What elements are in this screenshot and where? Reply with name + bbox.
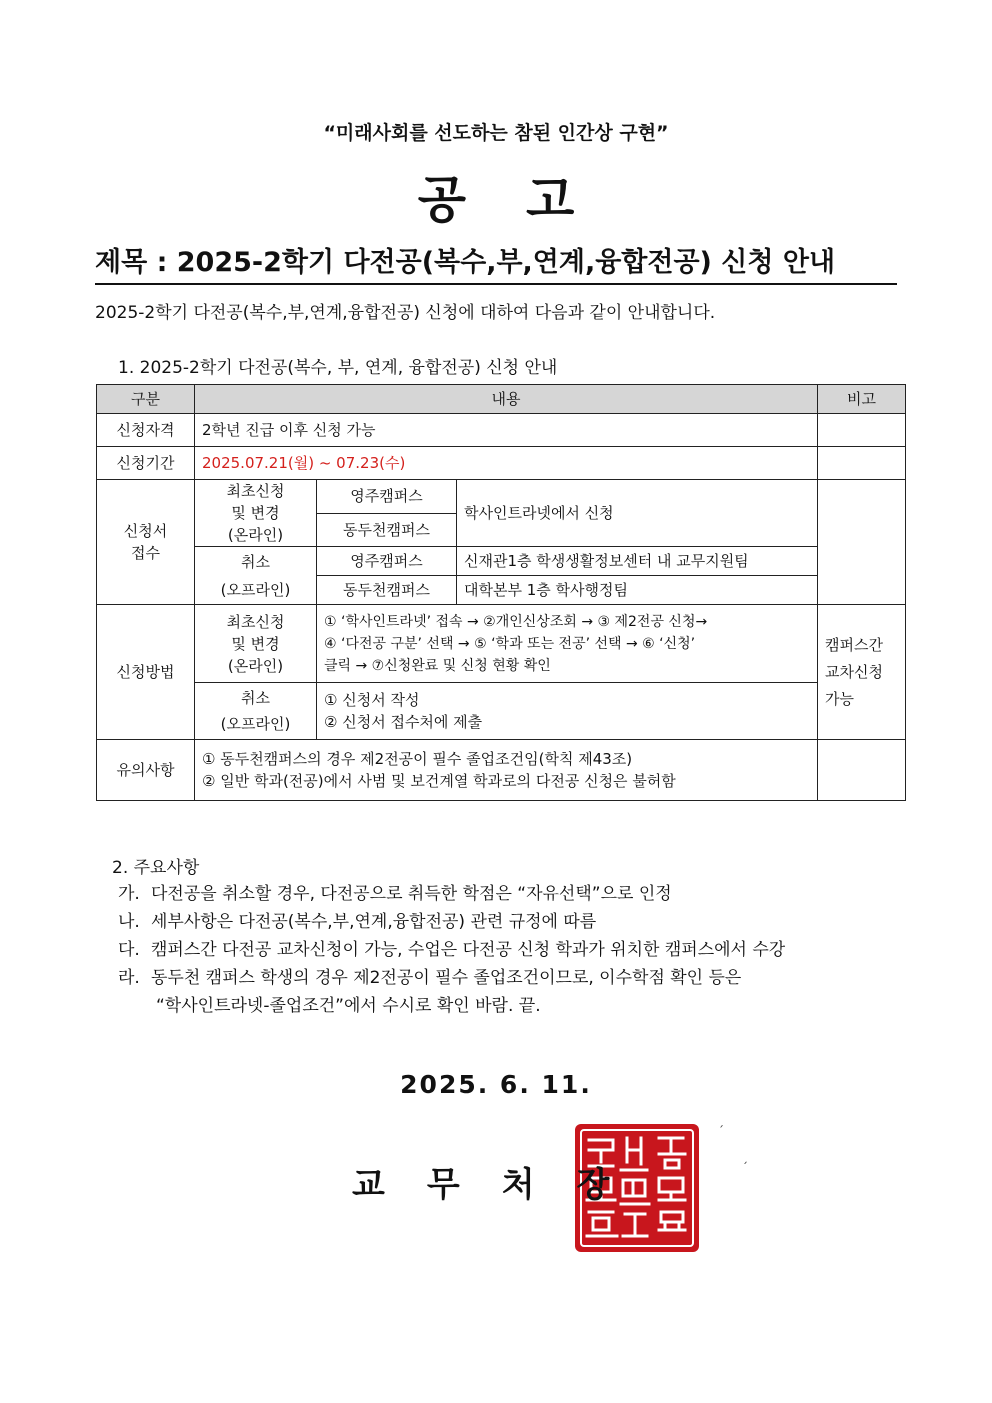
notice-heading: 공고 [417,171,635,229]
note-marker: 라. [118,968,140,988]
note-marker: 다. [118,940,140,960]
method-online-line2: ④ ‘다전공 구분’ 선택 → ⑤ ‘학과 또는 전공’ 선택 → ⑥ ‘신청’ [324,635,696,652]
table-row-reception-cancel-1 [97,547,906,576]
method-cancel-label-2: (오프라인) [220,715,291,733]
header-remark: 비고 [818,385,906,414]
caution-remark [818,740,906,801]
table-row-method-cancel [97,683,906,740]
slogan: “미래사회를 선도하는 참된 인간상 구현” [323,122,669,144]
method-remark-line1: 캠퍼스간 [825,635,883,654]
note-item [118,964,785,992]
caution-line2: ② 일반 학과(전공)에서 사범 및 보건계열 학과로의 다전공 신청은 불허함 [202,772,676,790]
table-row-reception-online-1 [97,480,906,514]
intro-text: 2025-2학기 다전공(복수,부,연계,융합전공) 신청에 대하여 다음과 같이 안내합니다. [95,303,716,323]
method-cancel-content [317,683,818,740]
caution-line1: ① 동두천캠퍼스의 경우 제2전공이 필수 졸업조건임(학칙 제43조) [202,750,633,768]
method-cancel-label-1: 취소 [241,689,270,707]
caution-label: 유의사항 [97,740,195,801]
issuing-department: 교무처장 [352,1165,652,1205]
note-text: 동두천 캠퍼스 학생의 경우 제2전공이 필수 졸업조건이므로, 이수학점 확인 등은 [151,968,742,988]
campus-dongducheon-cancel: 동두천캠퍼스 [317,576,457,605]
table-row-method-online [97,605,906,683]
mark-decoration: ˏ [742,1150,748,1164]
method-label: 신청방법 [97,605,195,740]
reception-cancel-dongducheon: 대학본부 1층 학사행정팀 [457,576,818,605]
note-text: 세부사항은 다전공(복수,부,연계,융합전공) 관련 규정에 따름 [151,912,597,932]
note-text: 캠퍼스간 다전공 교차신청이 가능, 수업은 다전공 신청 학과가 위치한 캠퍼스에서 수강 [151,940,786,960]
eligibility-content: 2학년 진급 이후 신청 가능 [195,414,818,447]
caution-content [195,740,818,801]
campus-dongducheon-online: 동두천캠퍼스 [317,513,457,547]
method-remark-line2: 교차신청 [825,662,883,681]
method-cancel-label [195,683,317,740]
note-item [118,880,785,908]
table-row-period [97,447,906,480]
header-category: 구분 [97,385,195,414]
eligibility-label: 신청자격 [97,414,195,447]
reception-online-label-1: 최초신청 [226,482,285,500]
method-online-label [195,605,317,683]
reception-label-line2: 접수 [131,544,160,562]
reception-online-content: 학사인트라넷에서 신청 [457,480,818,547]
table-row-eligibility [97,414,906,447]
method-cancel-line2: ② 신청서 접수처에 제출 [324,713,483,731]
note-text: 다전공을 취소할 경우, 다전공으로 취득한 학점은 “자유선택”으로 인정 [151,884,672,904]
method-online-label-1: 최초신청 [226,612,285,631]
reception-cancel-label-2: (오프라인) [220,580,291,599]
method-remark-line3: 가능 [825,689,854,708]
notice-subject: 제목 : 2025-2학기 다전공(복수,부,연계,융합전공) 신청 안내 [95,240,897,285]
note-marker: 가. [118,884,140,904]
header-content: 내용 [195,385,818,414]
note-item [118,908,785,936]
method-online-content [317,605,818,683]
table-header-row [97,385,906,414]
reception-online-label [195,480,317,547]
method-remark [818,605,906,740]
note-item [118,936,785,964]
reception-cancel-label-1: 취소 [241,552,270,571]
reception-cancel-label [195,547,317,605]
method-cancel-line1: ① 신청서 작성 [324,691,420,709]
reception-online-label-3: (온라인) [227,526,284,544]
period-remark [818,447,906,480]
note-marker: 나. [118,912,140,932]
period-label: 신청기간 [97,447,195,480]
mark-decoration: ˊ [718,1124,724,1138]
section1-title: 1. 2025-2학기 다전공(복수, 부, 연계, 융합전공) 신청 안내 [118,358,558,378]
note-continuation: “학사인트라넷-졸업조건”에서 수시로 확인 바람. 끝. [156,996,541,1016]
notes-list [118,880,785,1020]
table-row-caution [97,740,906,801]
reception-cancel-yeongju: 신재관1층 학생생활정보센터 내 교무지원팀 [457,547,818,576]
notice-date: 2025. 6. 11. [400,1070,592,1099]
campus-yeongju-online: 영주캠퍼스 [317,480,457,514]
method-online-label-2: 및 변경 [231,634,280,653]
eligibility-remark [818,414,906,447]
reception-label-line1: 신청서 [123,522,168,540]
reception-remark [818,480,906,605]
method-online-line3: 클릭 → ⑦신청완료 및 신청 현황 확인 [324,657,551,674]
campus-yeongju-cancel: 영주캠퍼스 [317,547,457,576]
method-online-line1: ① ‘학사인트라넷’ 접속 → ②개인신상조회 → ③ 제2전공 신청→ [324,613,708,630]
reception-online-label-2: 및 변경 [231,504,280,522]
reception-label [97,480,195,605]
period-content: 2025.07.21(월) ~ 07.23(수) [195,447,818,480]
application-table [96,384,906,801]
section2-title: 2. 주요사항 [112,858,200,878]
method-online-label-3: (온라인) [227,656,284,675]
